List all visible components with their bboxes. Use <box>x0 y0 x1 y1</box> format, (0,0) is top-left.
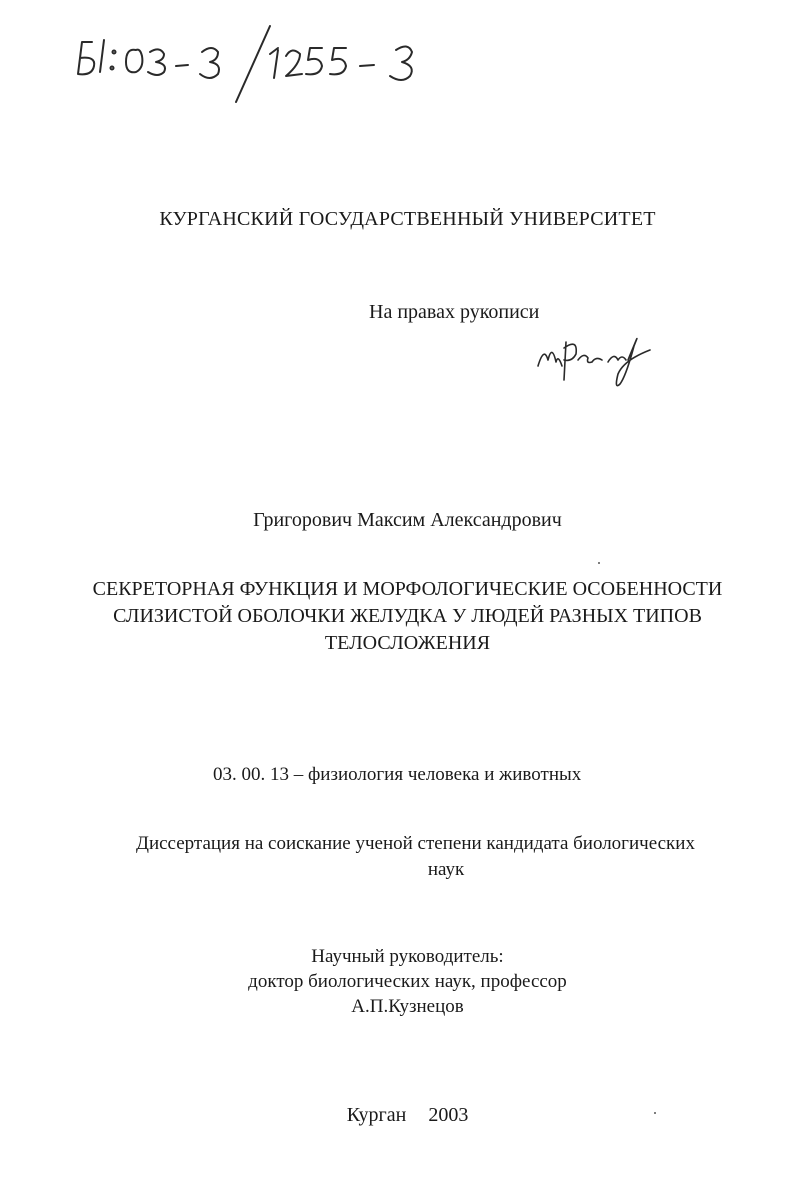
scan-speck <box>598 562 600 564</box>
supervisor-name: А.П.Кузнецов <box>351 996 464 1017</box>
scan-speck <box>654 1112 656 1114</box>
title-line: ТЕЛОСЛОЖЕНИЯ <box>324 632 491 654</box>
supervisor-block <box>0 944 793 1019</box>
manuscript-rights-label: На правах рукописи <box>369 301 540 323</box>
degree-line: Диссертация на соискание ученой степени кандидата биологических <box>136 833 695 854</box>
title-line: СЕКРЕТОРНАЯ ФУНКЦИЯ И МОРФОЛОГИЧЕСКИЕ ОСОБЕННОСТИ <box>92 578 723 600</box>
dissertation-title <box>0 576 793 657</box>
year: 2003 <box>428 1104 469 1126</box>
dissertation-degree-statement <box>136 831 736 883</box>
title-line: СЛИЗИСТОЙ ОБОЛОЧКИ ЖЕЛУДКА У ЛЮДЕЙ РАЗНЫХ ТИПОВ <box>113 605 702 627</box>
supervisor-degree: доктор биологических наук, профессор <box>248 971 567 992</box>
author-name: Григорович Максим Александрович <box>253 509 562 531</box>
university-name: КУРГАНСКИЙ ГОСУДАРСТВЕННЫЙ УНИВЕРСИТЕТ <box>159 208 656 230</box>
speciality-code: 03. 00. 13 – физиология человека и животных <box>213 764 582 785</box>
city: Курган <box>346 1104 407 1126</box>
supervisor-label: Научный руководитель: <box>311 946 504 967</box>
handwritten-archive-code <box>60 12 460 112</box>
degree-line: наук <box>427 859 465 880</box>
handwritten-signature <box>530 316 660 396</box>
place-and-year <box>0 1104 793 1127</box>
